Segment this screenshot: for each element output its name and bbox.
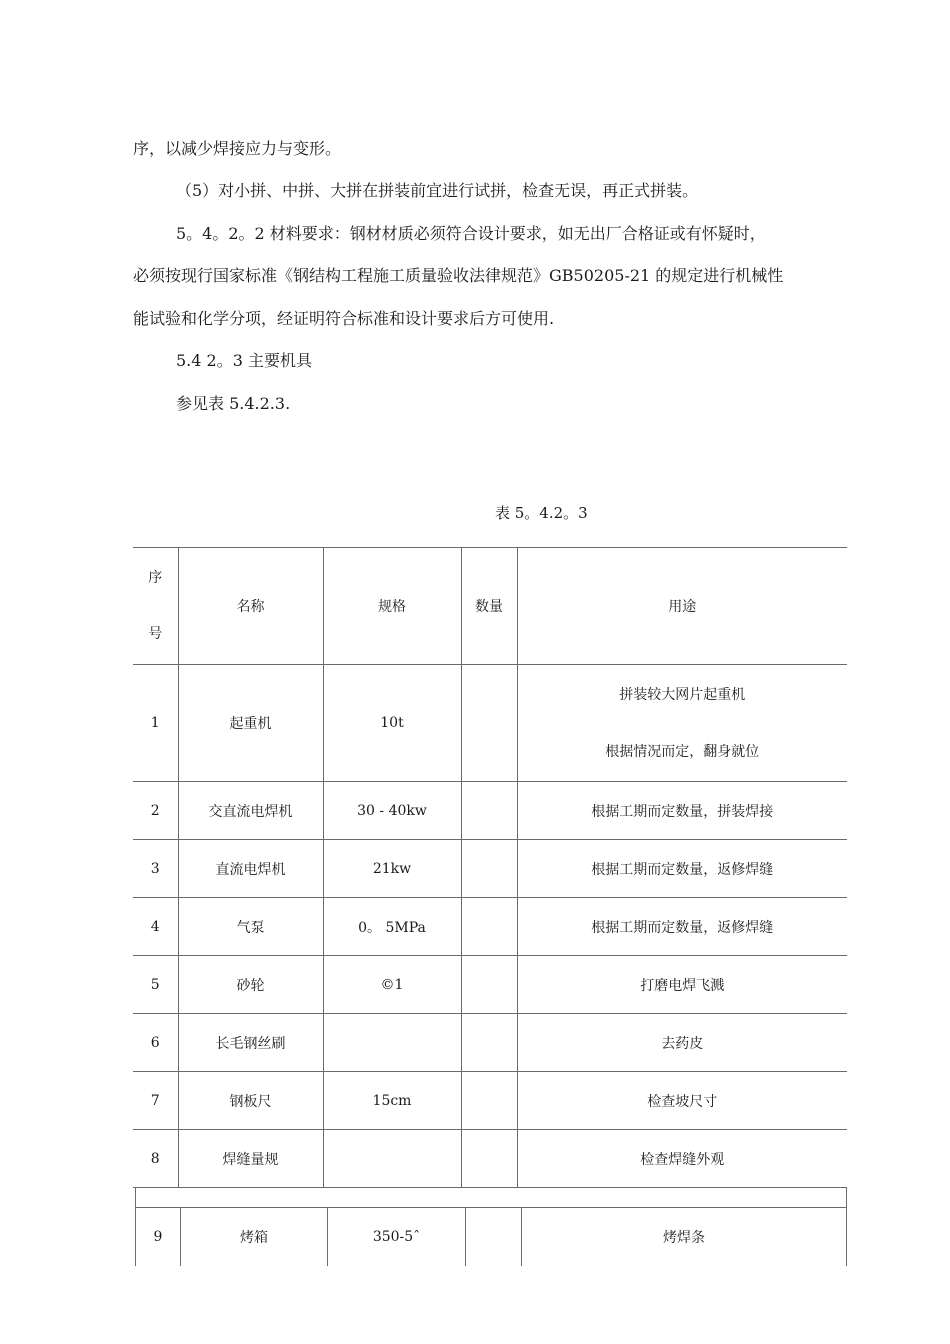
cell-qty <box>461 1014 517 1072</box>
cell-usage <box>517 665 847 782</box>
blank-cell <box>136 1188 847 1208</box>
table-row <box>133 1014 847 1072</box>
cell-qty <box>461 956 517 1014</box>
cell-no: 4 <box>133 898 178 956</box>
table-row <box>133 665 847 782</box>
cell-qty <box>461 1130 517 1188</box>
cell-spec: 0。 5MPa <box>323 898 461 956</box>
table-header-row <box>133 548 847 665</box>
table-row <box>133 1130 847 1188</box>
paragraph-3-line-3: 能试验和化学分项，经证明符合标准和设计要求后方可使用. <box>133 309 555 328</box>
cell-name: 烤箱 <box>181 1208 328 1267</box>
cell-name: 交直流电焊机 <box>178 782 323 840</box>
cell-usage-line-1: 拼装较大网片起重机 <box>619 686 746 703</box>
table-row <box>136 1208 847 1267</box>
cell-usage: 检查坡尺寸 <box>517 1072 847 1130</box>
cell-name: 钢板尺 <box>178 1072 323 1130</box>
cell-usage: 打磨电焊飞溅 <box>517 956 847 1014</box>
paragraph-2: （5）对小拼、中拼、大拼在拼装前宜进行试拼，检查无误，再正式拼装。 <box>176 181 699 200</box>
cell-no: 3 <box>133 840 178 898</box>
header-seq-bottom: 号 <box>148 626 163 642</box>
cell-name: 气泵 <box>178 898 323 956</box>
cell-usage: 烤焊条 <box>522 1208 847 1267</box>
paragraph-3-line-1: 5。4。2。2 材料要求：钢材材质必须符合设计要求，如无出厂合格证或有怀疑时， <box>176 224 766 243</box>
cell-spec: 10t <box>323 665 461 782</box>
cell-no: 2 <box>133 782 178 840</box>
table-row <box>133 782 847 840</box>
cell-no: 8 <box>133 1130 178 1188</box>
cell-name: 焊缝量规 <box>178 1130 323 1188</box>
table-row <box>133 898 847 956</box>
cell-spec: 30 - 40kw <box>323 782 461 840</box>
section-heading: 5.4 2。3 主要机具 <box>176 351 312 370</box>
cell-usage: 检查焊缝外观 <box>517 1130 847 1188</box>
equipment-table-continued <box>135 1187 847 1266</box>
paragraph-1: 序，以减少焊接应力与变形。 <box>133 139 342 158</box>
header-qty: 数量 <box>461 548 517 665</box>
cell-no: 9 <box>136 1208 181 1267</box>
cell-qty <box>466 1208 522 1267</box>
equipment-table <box>133 547 847 1188</box>
table-row <box>133 840 847 898</box>
table-row <box>133 956 847 1014</box>
cell-qty <box>461 782 517 840</box>
cell-name: 长毛钢丝刷 <box>178 1014 323 1072</box>
cell-spec: 350-5ˆ <box>328 1208 466 1267</box>
cell-spec: 15cm <box>323 1072 461 1130</box>
cell-spec <box>323 1014 461 1072</box>
header-seq-top: 序 <box>148 570 163 586</box>
cell-qty <box>461 898 517 956</box>
cell-name: 直流电焊机 <box>178 840 323 898</box>
table-row <box>133 1072 847 1130</box>
cell-spec <box>323 1130 461 1188</box>
cell-name: 砂轮 <box>178 956 323 1014</box>
cell-name: 起重机 <box>178 665 323 782</box>
cell-no: 1 <box>133 665 178 782</box>
header-seq <box>133 548 178 665</box>
cell-usage-line-2: 根据情况而定，翻身就位 <box>605 743 760 760</box>
cell-usage: 去药皮 <box>517 1014 847 1072</box>
paragraph-3-line-2: 必须按现行国家标准《钢结构工程施工质量验收法律规范》GB50205-21 的规定进行机械性 <box>133 266 784 285</box>
cell-spec: ©1 <box>323 956 461 1014</box>
cell-no: 7 <box>133 1072 178 1130</box>
cell-no: 6 <box>133 1014 178 1072</box>
cell-usage: 根据工期而定数量，返修焊缝 <box>517 898 847 956</box>
blank-row <box>136 1188 847 1208</box>
cell-usage: 根据工期而定数量，拼装焊接 <box>517 782 847 840</box>
header-usage: 用途 <box>517 548 847 665</box>
cell-usage: 根据工期而定数量，返修焊缝 <box>517 840 847 898</box>
cell-no: 5 <box>133 956 178 1014</box>
header-name: 名称 <box>178 548 323 665</box>
cell-qty <box>461 665 517 782</box>
paragraph-reference: 参见表 5.4.2.3. <box>176 394 291 413</box>
table-caption: 表 5。4.2。3 <box>495 504 588 522</box>
cell-spec: 21kw <box>323 840 461 898</box>
cell-qty <box>461 840 517 898</box>
cell-qty <box>461 1072 517 1130</box>
header-spec: 规格 <box>323 548 461 665</box>
